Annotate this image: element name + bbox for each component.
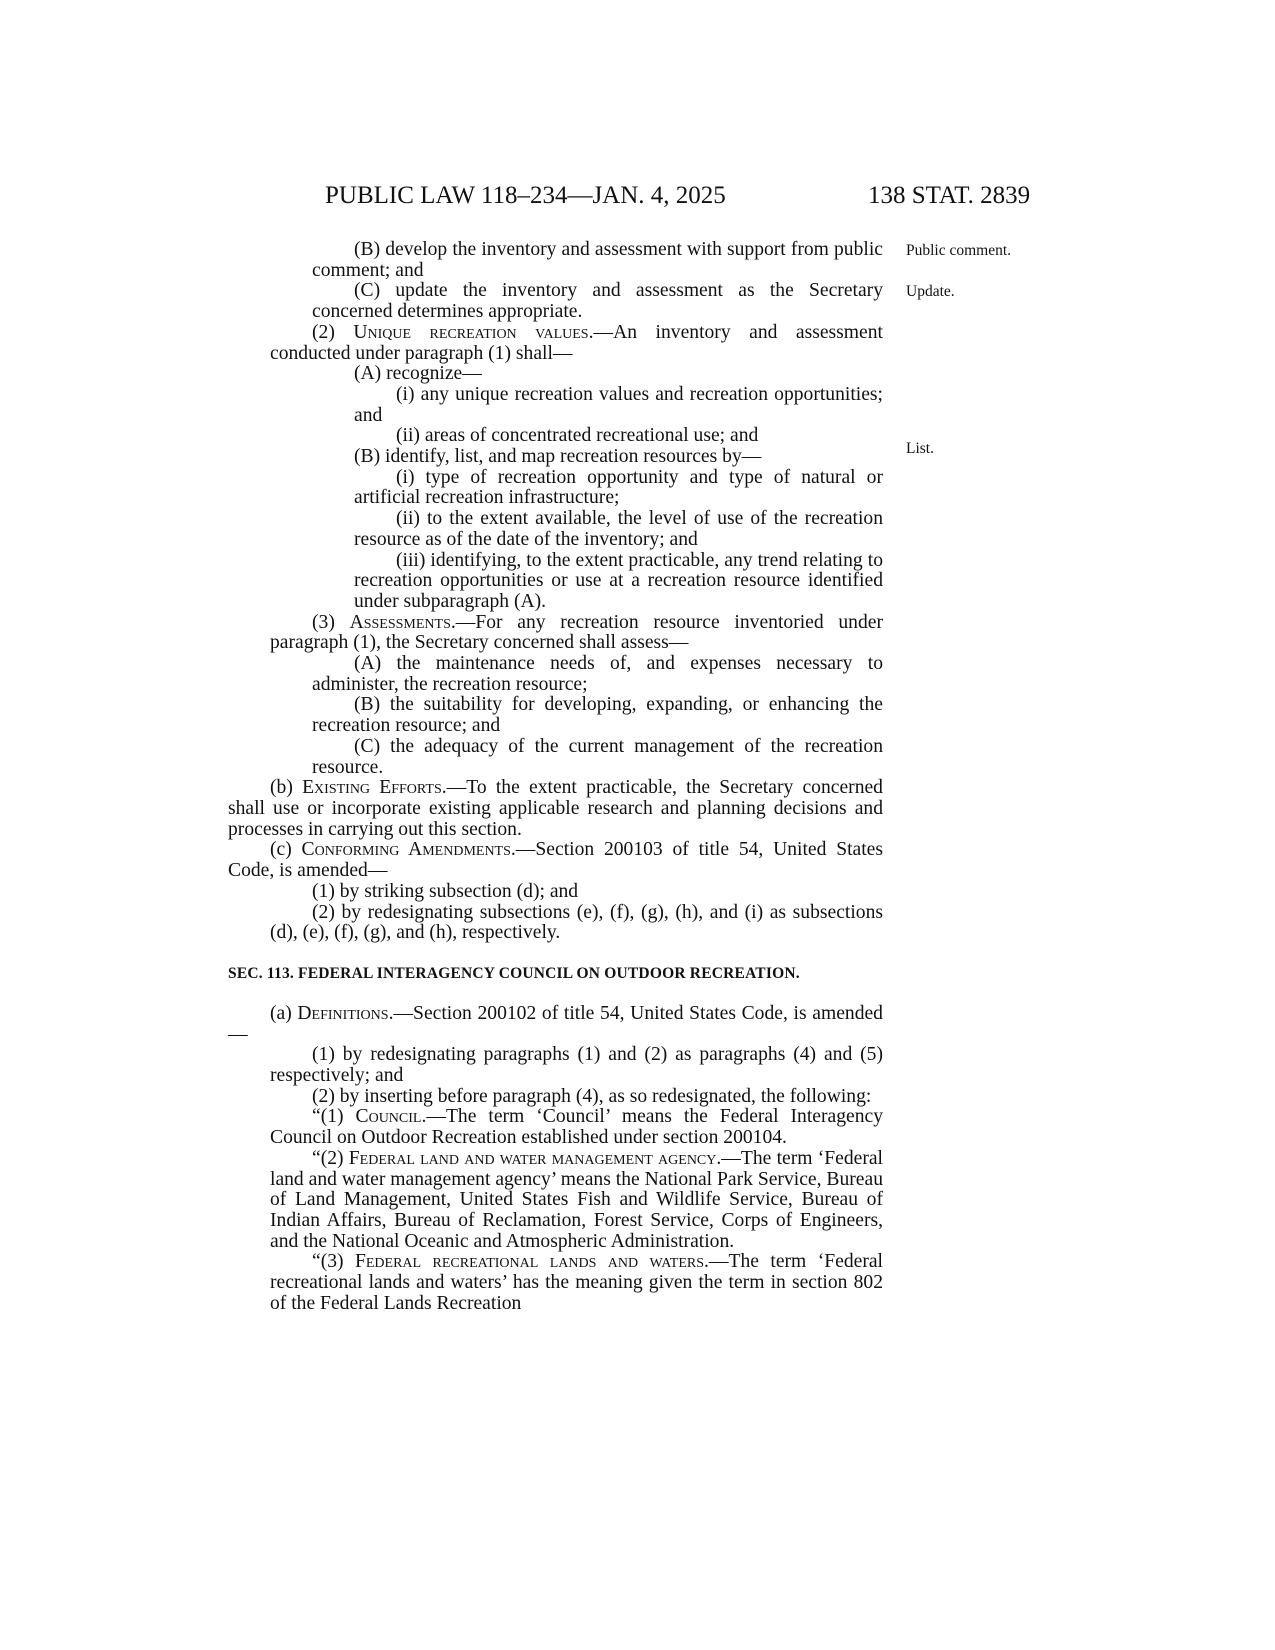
paragraph-text: .—Section 200102 of title 54, United States Code, is amended—	[228, 1002, 883, 1045]
paragraph	[228, 613, 883, 654]
paragraph: (i) type of recreation opportunity and type of natural or artificial recreation infrastructure;	[354, 466, 883, 509]
paragraph: (ii) to the extent available, the level of use of the recreation resource as of the date of the inventory; and	[354, 508, 883, 550]
paragraph	[228, 1107, 883, 1148]
paragraph-number: (2)	[312, 321, 335, 343]
paragraph	[228, 1149, 883, 1253]
paragraph: (2) by inserting before paragraph (4), as so redesignated, the following:	[312, 1085, 872, 1107]
paragraph-text: .—The term ‘Council’ means the Federal Interagency Council on Outdoor Recreation established under section 200104.	[270, 1106, 883, 1149]
paragraph	[228, 840, 883, 881]
paragraph: (2) by redesignating subsections (e), (f), (g), (h), and (i) as subsections (d), (e), (f), (g), and (h), respectively.	[270, 901, 883, 944]
paragraph-heading: Definitions	[297, 1002, 389, 1024]
paragraph-text: .—The term ‘Federal recreational lands and waters’ has the meaning given the term in section 802 of the Federal Lands Recreation	[270, 1251, 883, 1314]
paragraph-number: (3)	[312, 611, 335, 633]
paragraph: (B) the suitability for developing, expanding, or enhancing the recreation resource; and	[312, 694, 883, 737]
running-header-law: PUBLIC LAW 118–234—JAN. 4, 2025	[325, 182, 726, 209]
paragraph-number: (a)	[270, 1002, 292, 1024]
margin-note-update: Update.	[906, 283, 955, 300]
paragraph	[228, 323, 883, 364]
section-heading: SEC. 113. FEDERAL INTERAGENCY COUNCIL ON OUTDOOR RECREATION.	[228, 964, 800, 982]
paragraph-heading: Federal land and water management agency	[348, 1147, 717, 1169]
paragraph-text: .—To the extent practicable, the Secretary concerned shall use or incorporate existing applicable research and planning decisions and processes in carrying out this section.	[228, 777, 883, 840]
paragraph: (i) any unique recreation values and recreation opportunities; and	[354, 383, 883, 426]
paragraph-text: .—The term ‘Federal land and water management agency’ means the National Park Service, Bureau of Land Management, United States Fish and Wildlife Service, Bureau of Indian Affairs, Bureau of Reclamation, Forest Service, Corps of Engineers, and the National Oceanic and Atmospheric Administration.	[270, 1147, 883, 1252]
paragraph-text: .—An inventory and assessment conducted under paragraph (1) shall—	[270, 321, 883, 364]
running-header-stat-page: 138 STAT. 2839	[868, 182, 1031, 209]
margin-note-list: List.	[906, 440, 934, 457]
paragraph-number: (b)	[270, 777, 293, 799]
paragraph: (A) recognize—	[354, 363, 482, 385]
paragraph: (1) by striking subsection (d); and	[312, 880, 579, 902]
paragraph-number: (c)	[270, 839, 292, 861]
paragraph-text: .—For any recreation resource inventoried under paragraph (1), the Secretary concerned shall assess—	[270, 611, 883, 654]
paragraph-heading: Assessments	[349, 611, 451, 633]
paragraph-heading: Federal recreational lands and waters	[354, 1251, 705, 1273]
paragraph	[228, 1252, 883, 1314]
document-body	[228, 240, 883, 1314]
paragraph	[228, 778, 883, 840]
paragraph: (iii) identifying, to the extent practicable, any trend relating to recreation opportunities or use at a recreation resource identified under subparagraph (A).	[354, 549, 883, 612]
paragraph-heading: Existing Efforts	[302, 777, 442, 799]
paragraph-number: “(1)	[312, 1106, 344, 1128]
margin-note-public-comment: Public comment.	[906, 242, 1012, 259]
paragraph-heading: Council	[355, 1106, 422, 1128]
paragraph-heading: Conforming Amendments	[301, 839, 511, 861]
paragraph-text: .—Section 200103 of title 54, United States Code, is amended—	[228, 839, 883, 882]
paragraph: (C) update the inventory and assessment as the Secretary concerned determines appropriate.	[312, 280, 883, 323]
paragraph-number: “(3)	[312, 1251, 344, 1273]
paragraph: (B) develop the inventory and assessment with support from public comment; and	[312, 239, 883, 281]
paragraph: (ii) areas of concentrated recreational use; and	[396, 425, 759, 447]
paragraph: (A) the maintenance needs of, and expenses necessary to administer, the recreation resource;	[312, 653, 883, 695]
paragraph-number: “(2)	[312, 1147, 344, 1169]
paragraph-heading: Unique recreation values	[353, 321, 589, 343]
paragraph: (1) by redesignating paragraphs (1) and (2) as paragraphs (4) and (5) respectively; and	[270, 1044, 883, 1087]
paragraph	[228, 1004, 883, 1045]
paragraph: (C) the adequacy of the current management of the recreation resource.	[312, 735, 883, 778]
paragraph: (B) identify, list, and map recreation resources by—	[354, 446, 762, 468]
